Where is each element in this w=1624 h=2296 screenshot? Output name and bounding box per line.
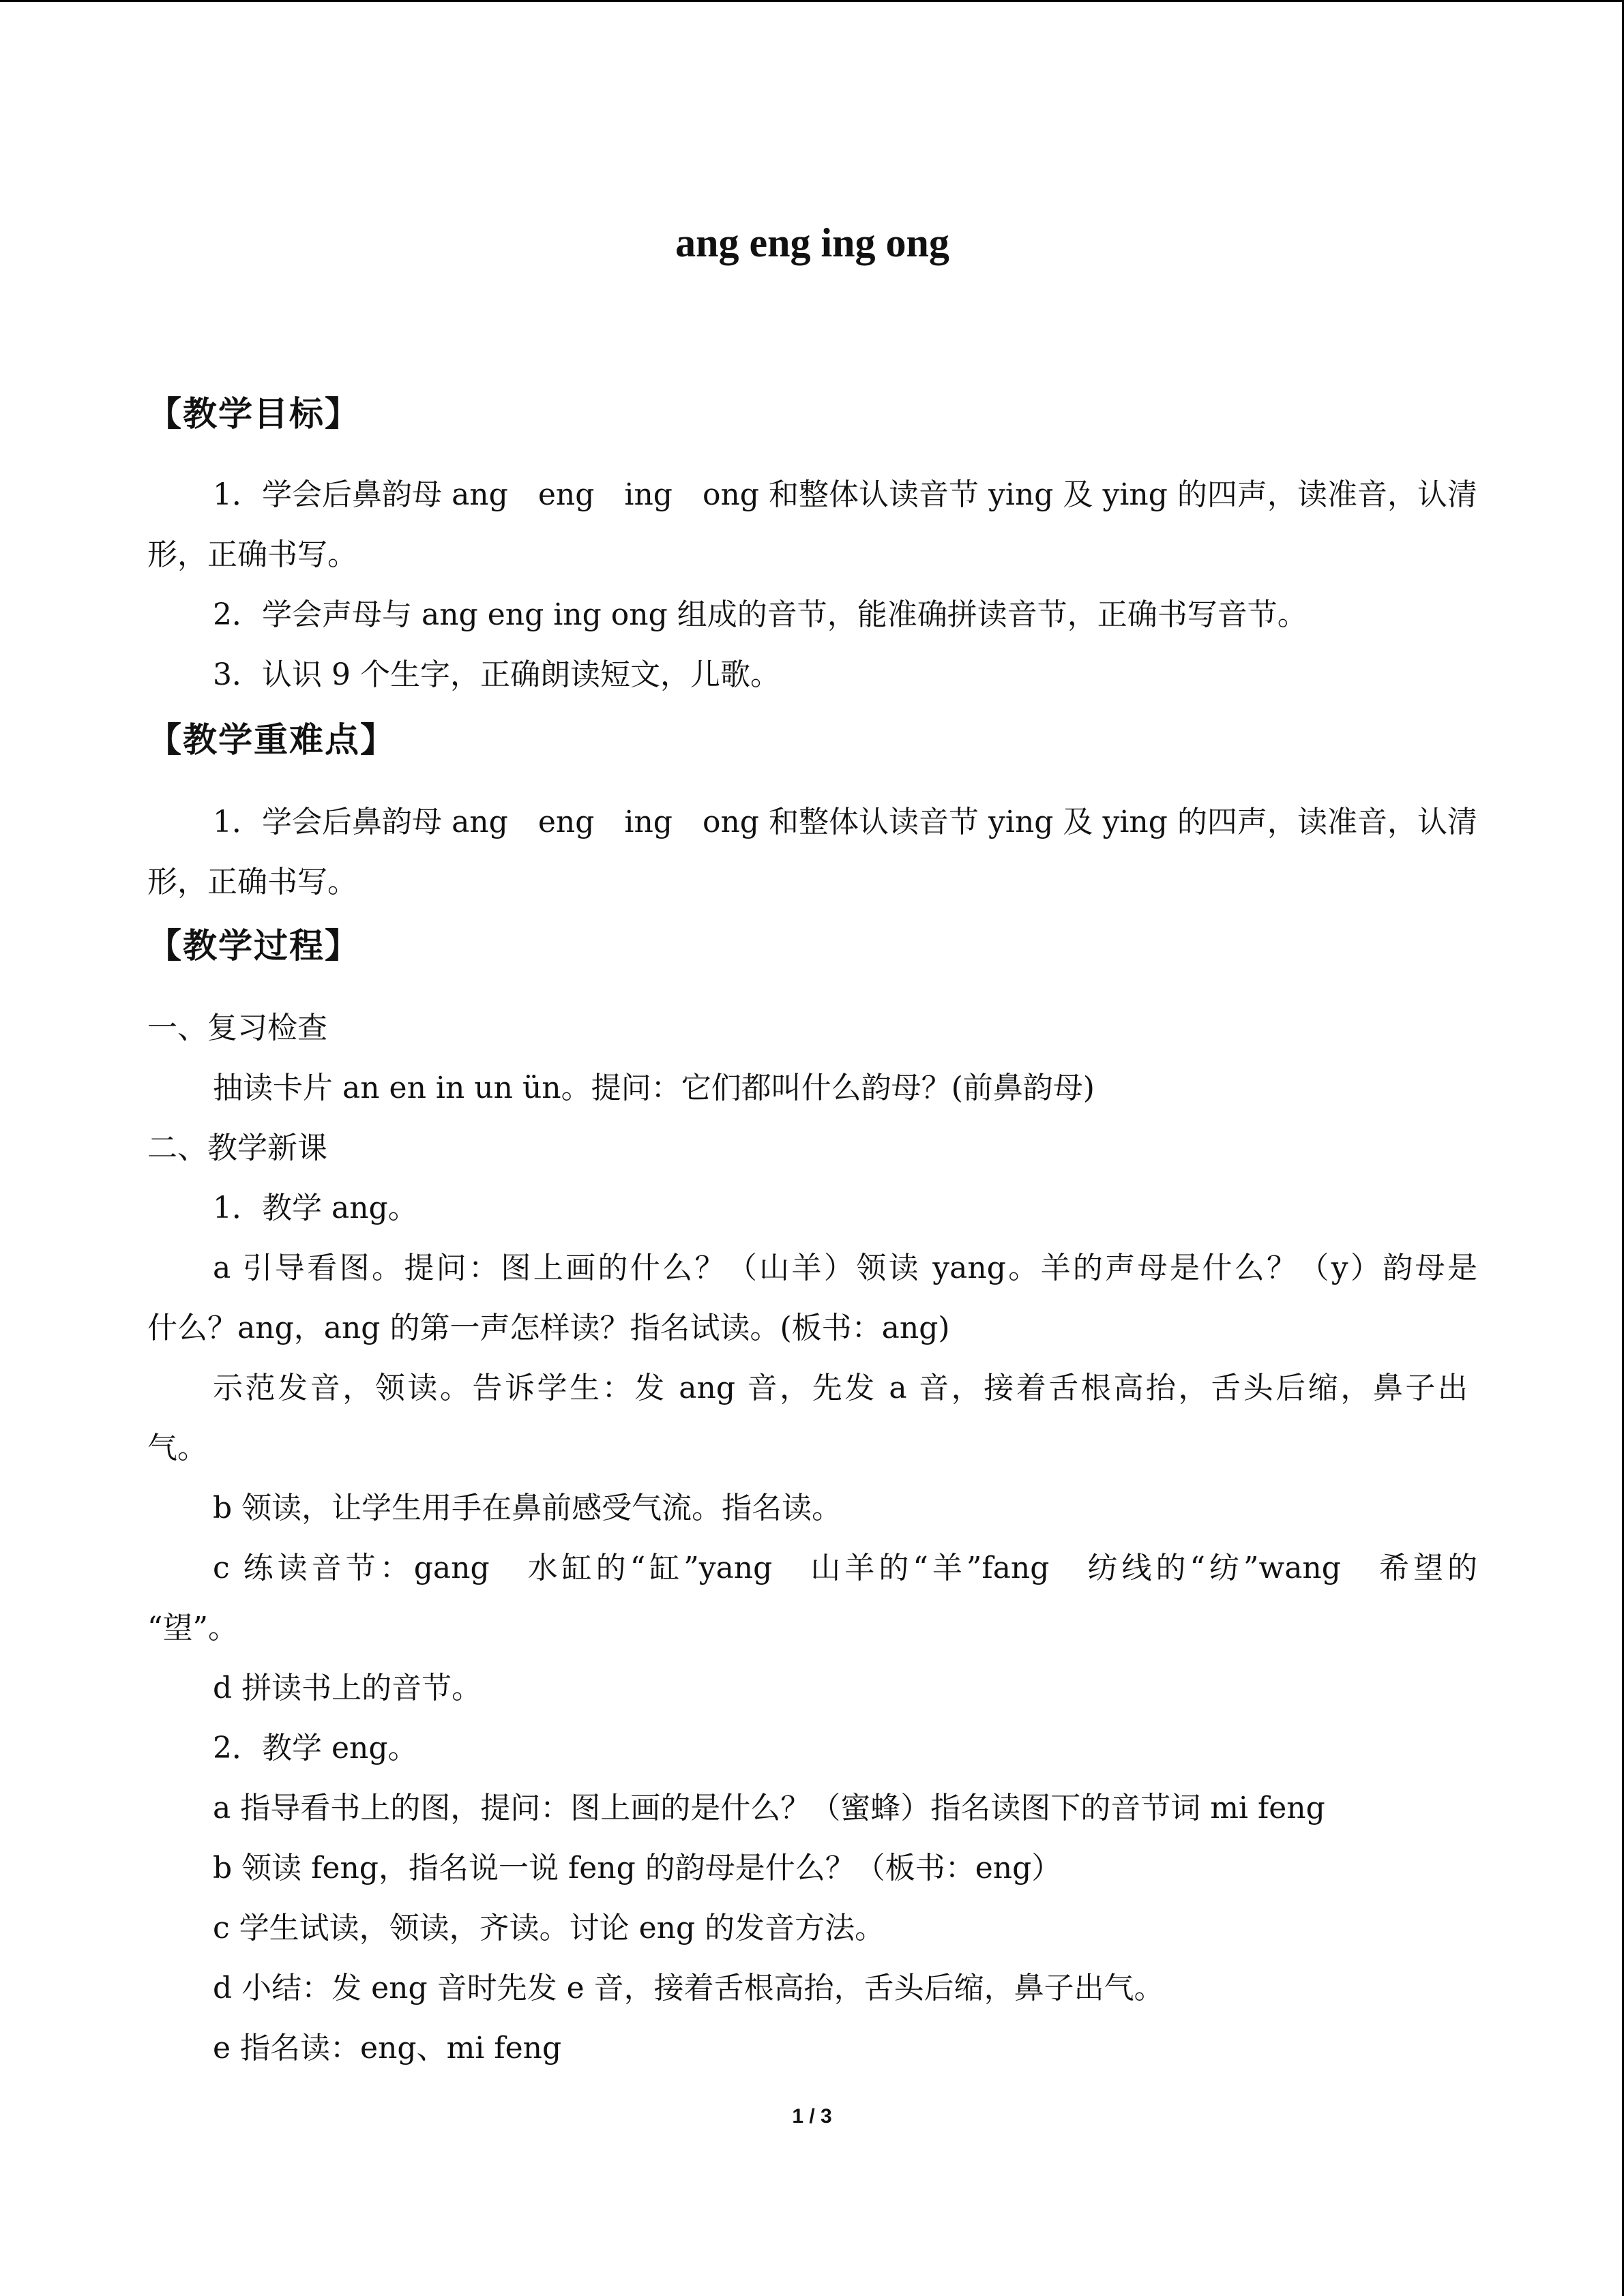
process-line: d 拼读书上的音节。 bbox=[213, 1671, 482, 1705]
process-line: c 练读音节：gang 水缸的“缸”yang 山羊的“羊”fang 纺线的“纺”wang 希望的 bbox=[213, 1551, 1477, 1585]
process-line: 什么？ang，ang 的第一声怎样读？指名试读。(板书：ang) bbox=[147, 1311, 950, 1345]
objective-line-2: 2．学会声母与 ang eng ing ong 组成的音节，能准确拼读音节，正确书写音节。 bbox=[213, 597, 1308, 632]
process-line: 2．教学 eng。 bbox=[213, 1731, 418, 1765]
process-line: 抽读卡片 an en in un ün。提问：它们都叫什么韵母？(前鼻韵母) bbox=[213, 1071, 1095, 1105]
document-title: ang eng ing ong bbox=[675, 220, 949, 265]
process-line: 1．教学 ang。 bbox=[213, 1191, 418, 1225]
section-heading-objectives: 【教学目标】 bbox=[147, 393, 360, 434]
process-line: e 指名读：eng、mi feng bbox=[213, 2031, 562, 2066]
objective-line-1-cont: 形，正确书写。 bbox=[147, 537, 357, 572]
page-number: 1 / 3 bbox=[792, 2105, 832, 2128]
page-border-top bbox=[0, 0, 1624, 2]
objective-line-3: 3．认识 9 个生字，正确朗读短文，儿歌。 bbox=[213, 657, 780, 692]
process-subheading-review: 一、复习检查 bbox=[147, 1011, 327, 1045]
process-line: c 学生试读，领读，齐读。讨论 eng 的发音方法。 bbox=[213, 1911, 885, 1945]
process-subheading-new-lesson: 二、教学新课 bbox=[147, 1131, 327, 1165]
process-line: “望”。 bbox=[147, 1611, 238, 1645]
process-line: 气。 bbox=[147, 1431, 207, 1465]
section-heading-process: 【教学过程】 bbox=[147, 925, 360, 966]
objective-line-1: 1．学会后鼻韵母 ang eng ing ong 和整体认读音节 ying 及 ying 的四声，读准音，认清 bbox=[213, 477, 1477, 512]
process-line: a 指导看书上的图，提问：图上画的是什么？（蜜蜂）指名读图下的音节词 mi feng bbox=[213, 1791, 1325, 1825]
process-line: a 引导看图。提问：图上画的什么？（山羊）领读 yang。羊的声母是什么？（y）韵母是 bbox=[213, 1251, 1477, 1285]
process-line: b 领读，让学生用手在鼻前感受气流。指名读。 bbox=[213, 1491, 842, 1525]
key-point-line-1: 1．学会后鼻韵母 ang eng ing ong 和整体认读音节 ying 及 ying 的四声，读准音，认清 bbox=[213, 805, 1477, 839]
process-line: 示范发音，领读。告诉学生：发 ang 音，先发 a 音，接着舌根高抬，舌头后缩，鼻子出 bbox=[213, 1371, 1468, 1405]
process-line: b 领读 feng，指名说一说 feng 的韵母是什么？（板书：eng） bbox=[213, 1851, 1062, 1885]
key-point-line-1-cont: 形，正确书写。 bbox=[147, 865, 357, 899]
process-line: d 小结：发 eng 音时先发 e 音，接着舌根高抬，舌头后缩，鼻子出气。 bbox=[213, 1971, 1164, 2006]
section-heading-key-points: 【教学重难点】 bbox=[147, 719, 396, 760]
